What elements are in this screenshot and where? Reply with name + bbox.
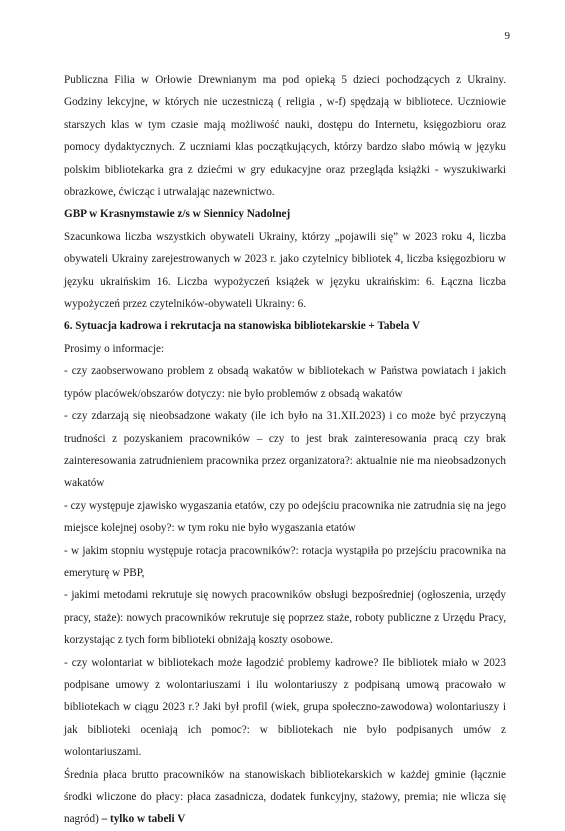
document-body <box>64 69 506 831</box>
paragraph-ukraine-statistics: Szacunkowa liczba wszystkich obywateli Ukrainy, którzy „pojawili się” w 2023 roku 4, liczba obywateli Ukrainy zarejestrowanych w 2023 r. jako czytelnicy bibliotek 4, liczba księgozbioru w języku ukraińskim 16. Liczba wypożyczeń książek w języku ukraińskim: 6. Łączna liczba wypożyczeń przez czytelników-obywateli Ukrainy: 6. <box>64 230 506 311</box>
paragraph-request-info: Prosimy o informacje: <box>64 342 165 355</box>
paragraph-volunteering: - czy wolontariat w bibliotekach może łagodzić problemy kadrowe? Ile bibliotek miało w 2023 podpisane umowy z wolontariuszami i ilu wolontariuszy z podpisaną umową pracowało w bibliotekach w ciągu 2023 r.? Jaki był profil (wiek, grupa społeczno-zawodowa) wolontariuszy i jak biblioteki oceniają ich pomoc?: w bibliotekach nie było podpisanych umów z wolontariuszami. <box>64 656 506 759</box>
paragraph-unfilled-vacancies: - czy zdarzają się nieobsadzone wakaty (ile ich było na 31.XII.2023) i co może być przyczyną trudności z pozyskaniem pracowników – czy to jest brak zainteresowania pracą czy brak zainteresowania zatrudnieniem pracownika przez organizatora?: aktualnie nie ma nieobsadzonych wakatów <box>64 410 506 490</box>
heading-gbp-krasnystaw: GBP w Krasnymstawie z/s w Siennicy Nadolnej <box>64 208 291 221</box>
salary-text: Średnia płaca brutto pracowników na stanowiskach bibliotekarskich w każdej gminie (łącznie środki wliczone do płacy: płaca zasadnicza, dodatek funkcyjny, stażowy, premia; nie wlicza się nagród) <box>64 768 506 826</box>
paragraph-orlow-branch: Publiczna Filia w Orłowie Drewnianym ma pod opieką 5 dzieci pochodzących z Ukrainy. Godziny lekcyjne, w których nie uczestniczą ( religia , w-f) spędzają w bibliotece. Uczniowie starszych klas w tym czasie mają możliwość nauki, dostępu do Internetu, księgozbioru oraz pomocy dydaktycznych. Z uczniami klas początkujących, którzy bardzo słabo mówią w języku polskim bibliotekarka gra z dziećmi w gry edukacyjne oraz przegląda książki - wyszukiwarki obrazkowe, ćwicząc i utrwalając nazewnictwo. <box>64 74 506 199</box>
paragraph-staff-rotation: - w jakim stopniu występuje rotacja pracowników?: rotacja wystąpiła po przejściu pracownika na emeryturę w PBP, <box>64 544 506 579</box>
salary-table-note: – tylko w tabeli V <box>98 813 186 826</box>
page-number: 9 <box>504 30 510 42</box>
paragraph-vacancy-problem: - czy zaobserwowano problem z obsadą wakatów w bibliotekach w Państwa powiatach i jakich typów placówek/obszarów dotyczy: nie było problemów z obsadą wakatów <box>64 365 506 400</box>
heading-section-6: 6. Sytuacja kadrowa i rekrutacja na stanowiska bibliotekarskie + Tabela V <box>64 320 421 333</box>
paragraph-recruitment-methods: - jakimi metodami rekrutuje się nowych pracowników obsługi bezpośredniej (ogłoszenia, urzędy pracy, staże): nowych pracowników rekrutuje się poprzez staże, roboty publiczne z Urzędu Pracy, korzystając z tych form biblioteki obniżają koszty osobowe. <box>64 589 506 647</box>
paragraph-average-salary <box>64 764 506 831</box>
paragraph-position-phaseout: - czy występuje zjawisko wygaszania etatów, czy po odejściu pracownika nie zatrudnia się na jego miejsce kolejnej osoby?: w tym roku nie było wygaszania etatów <box>64 499 506 535</box>
